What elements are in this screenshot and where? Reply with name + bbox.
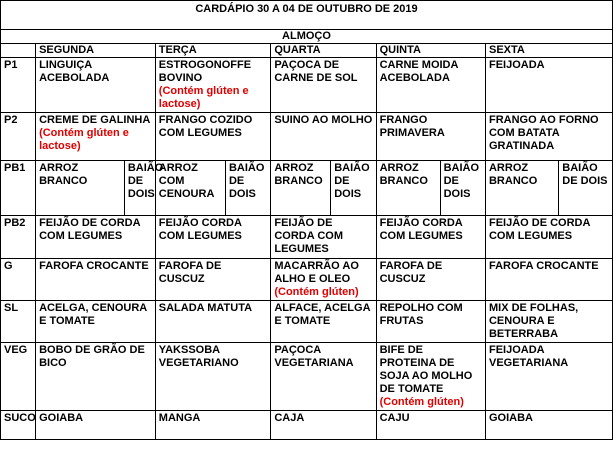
dish-name: FEIJOADA VEGETARIANA	[488, 344, 569, 369]
menu-cell	[376, 113, 485, 161]
dish-name: ALFACE, ACELGA E TOMATE	[274, 302, 371, 327]
row-label: PB1	[1, 161, 36, 216]
row-label: P1	[1, 58, 36, 113]
dish-name: YAKSSOBA VEGETARIANO	[158, 344, 239, 369]
menu-cell	[485, 343, 612, 411]
menu-cell: BAIÃO DE DOIS	[440, 161, 485, 216]
dish-name: FRANGO COZIDO COM LEGUMES	[158, 114, 253, 139]
menu-title: CARDÁPIO 30 A 04 DE OUTUBRO DE 2019	[1, 1, 613, 30]
menu-cell	[155, 411, 271, 440]
dish-name: FEIJÃO CORDA COM LEGUMES	[158, 217, 242, 242]
menu-row-p1	[1, 58, 613, 113]
dish-name: FEIJÃO DE CORDA COM LEGUMES	[39, 217, 141, 242]
dish-name: FEIJÃO CORDA COM LEGUMES	[379, 217, 463, 242]
menu-cell	[271, 58, 376, 113]
menu-cell	[376, 343, 485, 411]
allergen-note: (Contém glúten)	[274, 286, 359, 298]
dish-name: ESTROGONOFFE BOVINO	[158, 59, 252, 84]
menu-cell: ARROZ BRANCO	[485, 161, 558, 216]
menu-cell	[376, 259, 485, 301]
menu-cell	[155, 216, 271, 259]
row-label: PB2	[1, 216, 36, 259]
dish-name: FAROFA DE CUSCUZ	[158, 260, 222, 285]
menu-cell: ARROZ BRANCO	[36, 161, 125, 216]
corner-cell	[1, 44, 36, 58]
dish-name: LINGUIÇA ACEBOLADA	[39, 59, 110, 84]
menu-cell	[271, 113, 376, 161]
allergen-note: (Contém glúten e lactose)	[39, 127, 129, 152]
menu-row-p2	[1, 113, 613, 161]
dish-name: MANGA	[158, 412, 201, 424]
dish-name: MIX DE FOLHAS, CENOURA E BETERRABA	[488, 302, 579, 340]
menu-cell: ARROZ BRANCO	[376, 161, 440, 216]
menu-cell	[36, 58, 156, 113]
menu-cell: ARROZ COM CENOURA	[155, 161, 225, 216]
menu-cell	[36, 411, 156, 440]
menu-cell	[376, 411, 485, 440]
dish-name: REPOLHO COM FRUTAS	[379, 302, 463, 327]
menu-cell	[485, 301, 612, 343]
menu-cell	[36, 216, 156, 259]
menu-row-veg	[1, 343, 613, 411]
menu-cell	[485, 216, 612, 259]
menu-row-pb2	[1, 216, 613, 259]
dish-name: FRANGO AO FORNO COM BATATA GRATINADA	[488, 114, 599, 152]
menu-cell	[376, 216, 485, 259]
dish-name: FEIJOADA	[488, 59, 545, 71]
dish-name: GOIABA	[39, 412, 84, 424]
dish-name: FEIJÃO DE CORDA COM LEGUMES	[274, 217, 344, 255]
dish-name: ACELGA, CENOURA E TOMATE	[39, 302, 147, 327]
menu-cell	[155, 58, 271, 113]
menu-cell	[485, 411, 612, 440]
menu-row-suco	[1, 411, 613, 440]
menu-cell	[155, 113, 271, 161]
menu-cell	[36, 259, 156, 301]
dish-name: CREME DE GALINHA	[39, 114, 151, 126]
menu-cell	[485, 259, 612, 301]
menu-cell	[36, 301, 156, 343]
menu-cell: BAIÃO DE DOIS	[559, 161, 613, 216]
day-header-quarta: QUARTA	[271, 44, 376, 58]
dish-name: SUINO AO MOLHO	[274, 114, 373, 126]
dish-name: FAROFA DE CUSCUZ	[379, 260, 443, 285]
dish-name: BOBO DE GRÃO DE BICO	[39, 344, 145, 369]
dish-name: MACARRÃO AO ALHO E OLEO	[274, 260, 359, 285]
menu-cell	[485, 113, 612, 161]
menu-cell	[155, 259, 271, 301]
row-label: P2	[1, 113, 36, 161]
menu-cell	[271, 259, 376, 301]
day-header-segunda: SEGUNDA	[36, 44, 156, 58]
menu-cell	[271, 301, 376, 343]
menu-cell: BAIÃO DE DOIS	[225, 161, 270, 216]
dish-name: FAROFA CROCANTE	[39, 260, 149, 272]
dish-name: PAÇOCA DE CARNE DE SOL	[274, 59, 358, 84]
menu-cell	[271, 343, 376, 411]
menu-cell: BAIÃO DE DOIS	[331, 161, 376, 216]
menu-row-pb1	[1, 161, 613, 216]
menu-cell	[376, 58, 485, 113]
menu-cell	[376, 301, 485, 343]
row-label: SL	[1, 301, 36, 343]
menu-cell	[36, 113, 156, 161]
dish-name: BIFE DE PROTEINA DE SOJA AO MOLHO DE TOMATE	[379, 344, 473, 395]
menu-cell	[36, 343, 156, 411]
day-header-terca: TERÇA	[155, 44, 271, 58]
day-header-sexta: SEXTA	[485, 44, 612, 58]
allergen-note: (Contém glúten e lactose)	[158, 85, 249, 110]
menu-cell	[271, 216, 376, 259]
dish-name: CAJU	[379, 412, 410, 424]
menu-cell: BAIÃO DE DOIS	[124, 161, 155, 216]
meal-subtitle: ALMOÇO	[1, 30, 613, 44]
dish-name: SALADA MATUTA	[158, 302, 253, 314]
row-label: G	[1, 259, 36, 301]
row-label: VEG	[1, 343, 36, 411]
dish-name: CAJA	[274, 412, 305, 424]
menu-cell: ARROZ BRANCO	[271, 161, 331, 216]
menu-cell	[271, 411, 376, 440]
menu-row-sl	[1, 301, 613, 343]
menu-cell	[485, 58, 612, 113]
menu-row-g	[1, 259, 613, 301]
menu-cell	[155, 301, 271, 343]
menu-cell	[155, 343, 271, 411]
dish-name: FEIJÃO DE CORDA COM LEGUMES	[488, 217, 591, 242]
row-label: SUCO	[1, 411, 36, 440]
day-header-quinta: QUINTA	[376, 44, 485, 58]
dish-name: CARNE MOIDA ACEBOLADA	[379, 59, 459, 84]
allergen-note: (Contém glúten)	[379, 396, 464, 408]
dish-name: GOIABA	[488, 412, 533, 424]
dish-name: FRANGO PRIMAVERA	[379, 114, 445, 139]
dish-name: FAROFA CROCANTE	[488, 260, 599, 272]
dish-name: PAÇOCA VEGETARIANA	[274, 344, 354, 369]
